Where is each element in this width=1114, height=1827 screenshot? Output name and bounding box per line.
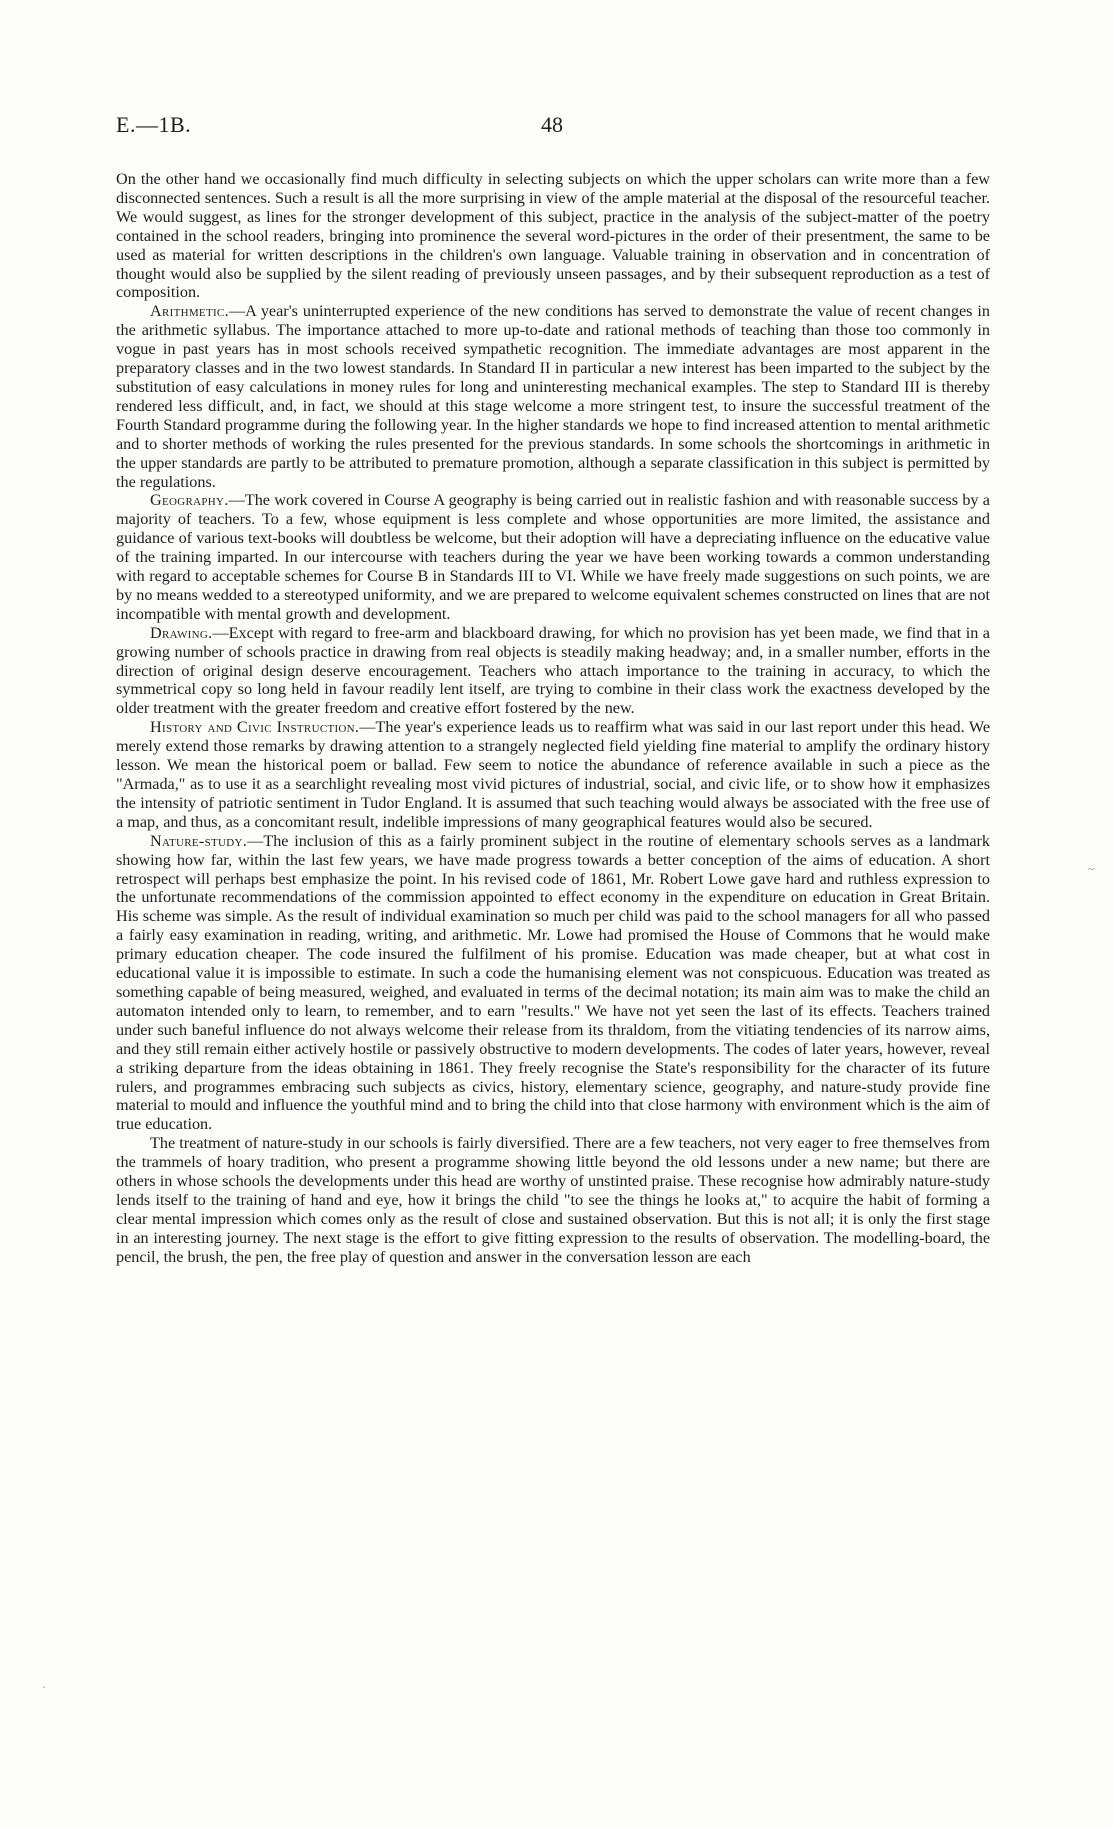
paragraph-drawing — [116, 624, 990, 719]
page-header — [116, 112, 990, 144]
paragraph-text: The treatment of nature-study in our schools is fairly diversified. There are a few teachers, not very eager to free themselves from the trammels of hoary tradition, who present a programme showing little beyond the old lessons under a new name; but there are others in whose schools the developments under this head are worthy of unstinted praise. These recognise how admirably nature-study lends itself to the training of hand and eye, how it brings the child "to see the things he looks at," to acquire the habit of forming a clear mental impression which comes only as the result of close and sustained observation. But this is not all; it is only the first stage in an interesting journey. The next stage is the effort to give fitting expression to the results of observation. The modelling-board, the pencil, the brush, the pen, the free play of question and answer in the conversation lesson are each — [116, 1134, 990, 1266]
paragraph-history — [116, 718, 990, 831]
paragraph-text: —The year's experience leads us to reaffirm what was said in our last report under this head. We merely extend those remarks by drawing attention to a strangely neglected field yielding fine material to amplify the ordinary history lesson. We mean the historical poem or ballad. Few seem to notice the abundance of reference available in such a piece as the "Armada," as to use it as a searchlight revealing most vivid pictures of industrial, social, and civic life, or to show how it emphasizes the intensity of patriotic sentiment in Tudor England. It is assumed that such teaching would always be associated with the free use of a map, and thus, as a concomitant result, indelible impressions of many geographical features would also be secured. — [116, 718, 990, 831]
document-reference: E.—1B. — [116, 112, 192, 137]
paragraph-text: On the other hand we occasionally find much difficulty in selecting subjects on which the upper scholars can write more than a few disconnected sentences. Such a result is all the more surprising in view of the ample material at the disposal of the resourceful teacher. We would suggest, as lines for the stronger development of this subject, practice in the analysis of the subject-matter of the poetry contained in the school readers, bringing into prominence the several word-pictures in the order of their presentment, the same to be used as material for written descriptions in the children's own language. Valuable training in observation and in concentration of thought would also be supplied by the silent reading of previously unseen passages, and by their subsequent reproduction as a test of composition. — [116, 170, 990, 302]
paragraph-arithmetic — [116, 302, 990, 491]
paragraph-text: —The work covered in Course A geography is being carried out in realistic fashion and with reasonable success by a majority of teachers. To a few, whose equipment is less complete and whose opportunities are more limited, the assistance and guidance of various text-books will doubtless be welcome, but their adoption will have a depreciating influence on the educative value of the training imparted. In our intercourse with teachers during the year we have been working towards a common understanding with regard to acceptable schemes for Course B in Standards III to VI. While we have freely made suggestions on such points, we are by no means wedded to a stereotyped uniformity, and we are prepared to welcome equivalent schemes constructed on lines that are not incompatible with mental growth and development. — [116, 491, 990, 623]
paragraph-text: —The inclusion of this as a fairly prominent subject in the routine of elementary schools serves as a landmark showing how far, within the last few years, we have made progress towards a better conception of the aims of education. A short retrospect will perhaps best emphasize the point. In his revised code of 1861, Mr. Robert Lowe gave hard and ruthless expression to the unfortunate recommendations of the commission appointed to effect economy in the expenditure on education in Great Britain. His scheme was simple. As the result of individual examination so much per child was paid to the school managers for all who passed a fairly easy examination in reading, writing, and arithmetic. Mr. Lowe had promised the House of Commons that he would make primary education cheaper. The code insured the fulfilment of his promise. Education was made cheaper, but at what cost in educational value it is impossible to estimate. In such a code the humanising element was not conspicuous. Education was treated as something capable of being measured, weighed, and evaluated in terms of the decimal notation; its main aim was to make the child an automaton intended only to learn, to remember, and to earn "results." We have not yet seen the last of its effects. Teachers trained under such baneful influence do not always welcome their release from its thraldom, from the vitiating tendencies of its narrow aims, and they still remain either actively hostile or passively obstructive to modern developments. The codes of later years, however, reveal a striking departure from the ideas obtaining in 1861. They freely recognise the State's responsibility for the character of its future rulers, and programmes embracing such subjects as civics, history, elementary science, geography, and nature-study provide fine material to mould and influence the youthful mind and to bring the child into that close harmony with environment which is the aim of true education. — [116, 831, 990, 1134]
paragraph-nature-study-treatment — [116, 1134, 990, 1266]
paragraph-geography — [116, 491, 990, 623]
paragraph-text: —Except with regard to free-arm and blackboard drawing, for which no provision has yet been made, we find that in a growing number of schools practice in drawing from real objects is steadily making headway; and, in a smaller number, efforts in the direction of original design deserve encouragement. Teachers who attach importance to the training in accuracy, to which the symmetrical copy so long held in favour readily lent itself, are trying to combine in their class work the exactness developed by the older treatment with the greater freedom and creative effort fostered by the new. — [116, 623, 990, 718]
section-heading-geography: Geography. — [150, 491, 229, 510]
body-text — [116, 170, 990, 1267]
scan-speck-mark: · — [42, 1680, 46, 1694]
paragraph-text: —A year's uninterrupted experience of the new conditions has served to demonstrate the value of recent changes in the arithmetic syllabus. The importance attached to more up-to-date and rational methods of teaching than those too commonly in vogue in past years has in most schools received sympathetic recognition. The immediate advantages are most apparent in the preparatory classes and in the two lowest standards. In Standard II in particular a new interest has been imparted to the subject by the substitution of easy calculations in money rules for long and uninteresting mechanical examples. The step to Standard III is thereby rendered less difficult, and, in fact, we should at this stage welcome a more stringent test, to insure the successful treatment of the Fourth Standard programme during the following year. In the higher standards we hope to find increased attention to mental arithmetic and to shorter methods of working the rules presented for the previous standards. In some schools the shortcomings in arithmetic in the upper standards are partly to be attributed to premature promotion, although a separate classification in this subject is permitted by the regulations. — [116, 302, 990, 491]
paragraph-nature-study — [116, 832, 990, 1135]
page-number: 48 — [541, 112, 563, 137]
section-heading-arithmetic: Arithmetic. — [150, 302, 229, 321]
section-heading-nature-study: Nature-study. — [150, 831, 248, 850]
section-heading-history: History and Civic Instruction. — [150, 718, 360, 737]
section-heading-drawing: Drawing. — [150, 623, 213, 642]
scan-speck-mark: ~ — [1088, 862, 1095, 876]
paragraph-composition — [116, 170, 990, 302]
